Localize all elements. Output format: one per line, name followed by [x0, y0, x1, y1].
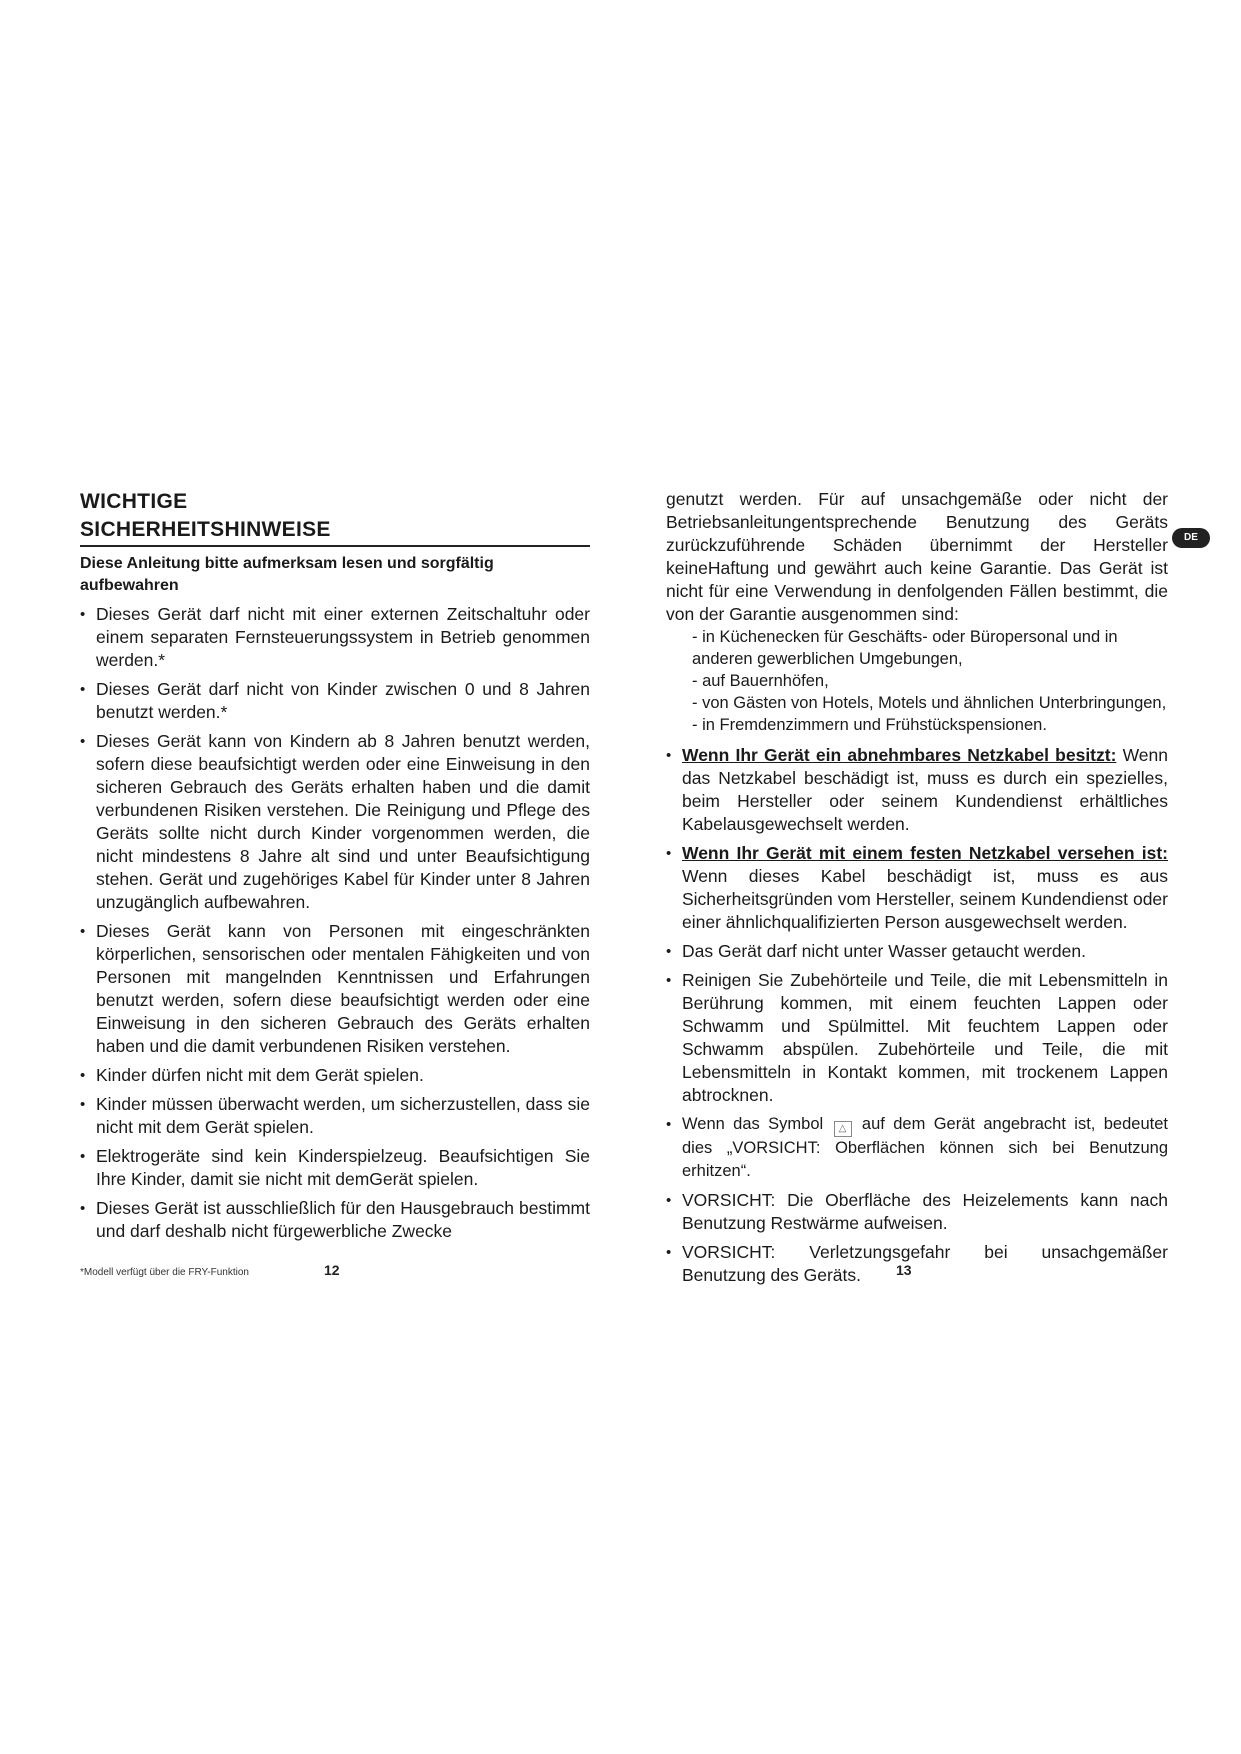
list-item: • Reinigen Sie Zubehörteile und Teile, die mit Lebensmitteln in Berührung kommen, mit einem feuchten Lappen oder Schwamm und Spülmittel. Mit feuchtem Lappen oder Schwamm abspülen. Zubehörteile und Teile, die mit Lebensmitteln in Kontakt kommen, mit trockenem Lappen abtrocknen. — [666, 969, 1168, 1107]
hot-surface-icon: △ — [834, 1121, 852, 1137]
list-item: • Kinder müssen überwacht werden, um sicherzustellen, dass sie nicht mit dem Gerät spielen. — [80, 1093, 590, 1139]
list-item: • Kinder dürfen nicht mit dem Gerät spielen. — [80, 1064, 590, 1087]
item-text: auf dem Gerät angebracht ist, bedeutet dies „VORSICHT: Oberflächen können sich bei Benutzung erhitzen“. — [682, 1115, 1168, 1180]
title-line-1: WICHTIGE — [80, 490, 188, 513]
list-item: • Dieses Gerät darf nicht von Kinder zwischen 0 und 8 Jahren benutzt werden.* — [80, 678, 590, 724]
right-page — [666, 488, 1168, 1293]
item-heading: Wenn Ihr Gerät mit einem festen Netzkabel versehen ist: — [682, 843, 1168, 863]
exclusion-list — [692, 626, 1168, 736]
list-item — [666, 744, 1168, 836]
list-item: • Elektrogeräte sind kein Kinderspielzeug. Beaufsichtigen Sie Ihre Kinder, damit sie nicht mit demGerät spielen. — [80, 1145, 590, 1191]
page-number-left: 12 — [324, 1262, 340, 1278]
safety-list-right — [666, 744, 1168, 1287]
list-item — [666, 1113, 1168, 1183]
safety-list-left — [80, 603, 590, 1243]
list-item: • Das Gerät darf nicht unter Wasser getaucht werden. — [666, 940, 1168, 963]
left-page — [80, 488, 590, 1249]
list-item: • Dieses Gerät kann von Personen mit eingeschränkten körperlichen, sensorischen oder mentalen Fähigkeiten und von Personen mit mangelnden Kenntnissen und Erfahrungen benutzt werden, sofern diese beaufsichtigt werden oder eine Einweisung in den sicheren Gebrauch des Geräts erhalten haben und die damit verbundenen Risiken verstehen. — [80, 920, 590, 1058]
exclusion-item: - in Fremdenzimmern und Frühstückspensionen. — [692, 716, 1047, 734]
footnote: *Modell verfügt über die FRY-Funktion — [80, 1267, 249, 1278]
list-item — [666, 842, 1168, 934]
item-text: Wenn dieses Kabel beschädigt ist, muss es aus Sicherheitsgründen vom Hersteller, seinem Kundendienst oder einer ähnlichqualifizierten Person ausgewechselt werden. — [682, 866, 1168, 932]
item-heading: Wenn Ihr Gerät ein abnehmbares Netzkabel besitzt: — [682, 745, 1117, 765]
exclusion-item: - in Küchenecken für Geschäfts- oder Büropersonal und in anderen gewerblichen Umgebungen, — [692, 628, 1118, 668]
exclusion-item: - auf Bauernhöfen, — [692, 672, 829, 690]
item-text: Wenn das Symbol — [682, 1115, 824, 1133]
item-text: Wenn das Netzkabel beschädigt ist, muss es durch ein spezielles, beim Hersteller oder seinem Kundendienst erhältliches Kabelausgewechselt werden. — [682, 745, 1168, 834]
list-item: • Dieses Gerät darf nicht mit einer externen Zeitschaltuhr oder einem separaten Fernsteuerungssystem in Betrieb genommen werden.* — [80, 603, 590, 672]
list-item: • Dieses Gerät kann von Kindern ab 8 Jahren benutzt werden, sofern diese beaufsichtigt werden oder eine Einweisung in den sicheren Gebrauch des Geräts erhalten haben und die damit verbundenen Risiken verstehen. Die Reinigung und Pflege des Geräts sollte nicht durch Kinder vorgenommen werden, die nicht mindestens 8 Jahre alt sind und unter Beaufsichtigung stehen. Gerät und zugehöriges Kabel für Kinder unter 8 Jahren unzugänglich aufbewahren. — [80, 730, 590, 914]
language-badge: DE — [1172, 528, 1210, 548]
continuation-text: genutzt werden. Für auf unsachgemäße oder nicht der Betriebsanleitungentsprechende Benutzung des Geräts zurückzuführende Schäden übernimmt der Hersteller keineHaftung und gewährt auch keine Garantie. Das Gerät ist nicht für eine Verwendung in denfolgenden Fällen bestimmt, die von der Garantie ausgenommen sind: — [666, 489, 1168, 624]
title-line-2: SICHERHEITSHINWEISE — [80, 516, 590, 547]
list-item: • VORSICHT: Die Oberfläche des Heizelements kann nach Benutzung Restwärme aufweisen. — [666, 1189, 1168, 1235]
list-item: • VORSICHT: Verletzungsgefahr bei unsachgemäßer Benutzung des Geräts. — [666, 1241, 1168, 1287]
intro-text: Diese Anleitung bitte aufmerksam lesen und sorgfältig aufbewahren — [80, 555, 494, 594]
list-item: • Dieses Gerät ist ausschließlich für den Hausgebrauch bestimmt und darf deshalb nicht fürgewerbliche Zwecke — [80, 1197, 590, 1243]
page-number-right: 13 — [896, 1262, 912, 1278]
exclusion-item: - von Gästen von Hotels, Motels und ähnlichen Unterbringungen, — [692, 694, 1167, 712]
